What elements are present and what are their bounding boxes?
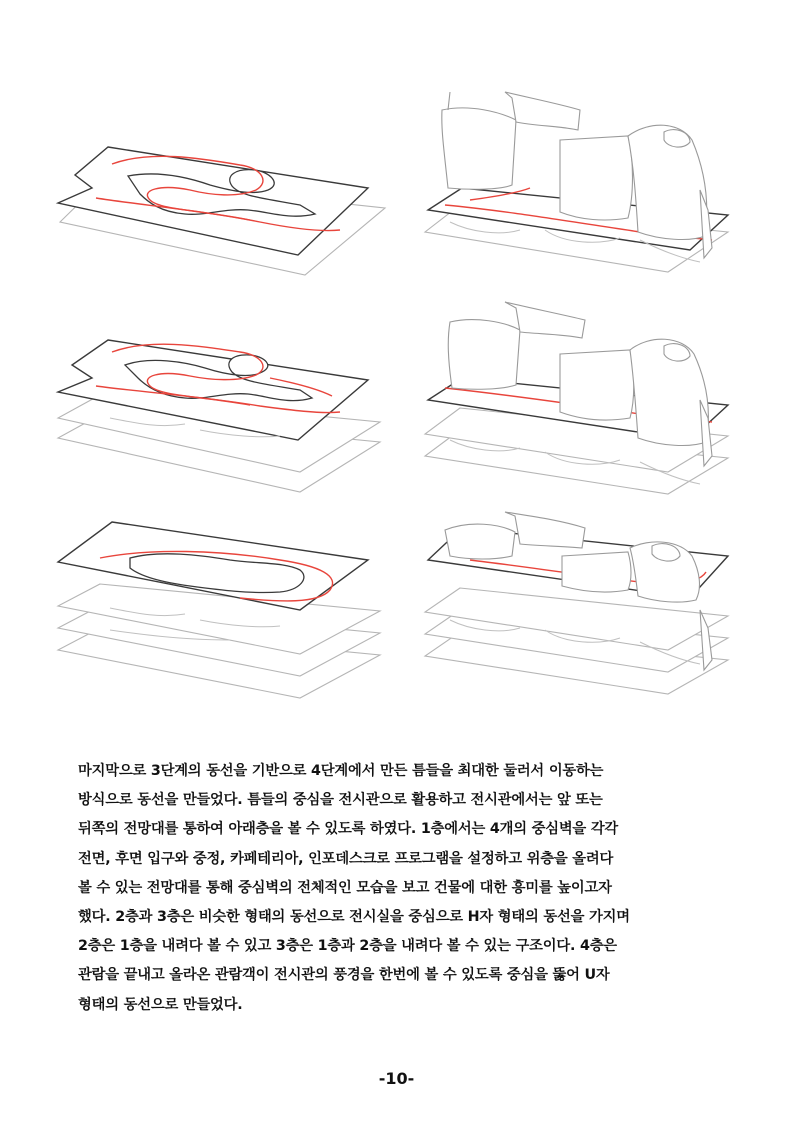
body-line: 마지막으로 3단계의 동선을 기반으로 4단계에서 만든 틈들을 최대한 둘러서 이동하는	[78, 763, 604, 779]
level-2-3-massing-diagram	[425, 302, 728, 494]
page-number: -10-	[378, 1069, 415, 1088]
level-2-3-route-diagram	[58, 340, 380, 492]
body-line: 뒤쪽의 전망대를 통하여 아래층을 볼 수 있도록 하였다. 1층에서는 4개의 중심벽을 각각	[78, 821, 619, 838]
body-line: 형태의 동선으로 만들었다.	[78, 996, 243, 1013]
level-1-route-diagram	[58, 147, 385, 275]
level-1-massing-diagram	[425, 92, 728, 272]
body-line: 방식으로 동선을 만들었다. 틈들의 중심을 전시관으로 활용하고 전시관에서는 앞 또는	[78, 792, 603, 809]
body-line: 전면, 후면 입구와 중정, 카페테리아, 인포데스크로 프로그램을 설정하고 위층을 올려다	[78, 850, 614, 867]
body-line: 했다. 2층과 3층은 비슷한 형태의 동선으로 전시실을 중심으로 H자 형태의 동선을 가지며	[78, 909, 630, 926]
body-paragraph	[78, 757, 718, 1020]
level-4-route-diagram	[58, 522, 380, 698]
body-line: 볼 수 있는 전망대를 통해 중심벽의 전체적인 모습을 보고 건물에 대한 흥미를 높이고자	[78, 879, 612, 896]
body-line: 관람을 끝내고 올라온 관람객이 전시관의 풍경을 한번에 볼 수 있도록 중심을 뚫어 U자	[78, 967, 610, 984]
level-4-massing-diagram	[425, 512, 728, 694]
body-line: 2층은 1층을 내려다 볼 수 있고 3층은 1층과 2층을 내려다 볼 수 있는 구조이다. 4층은	[78, 938, 617, 955]
